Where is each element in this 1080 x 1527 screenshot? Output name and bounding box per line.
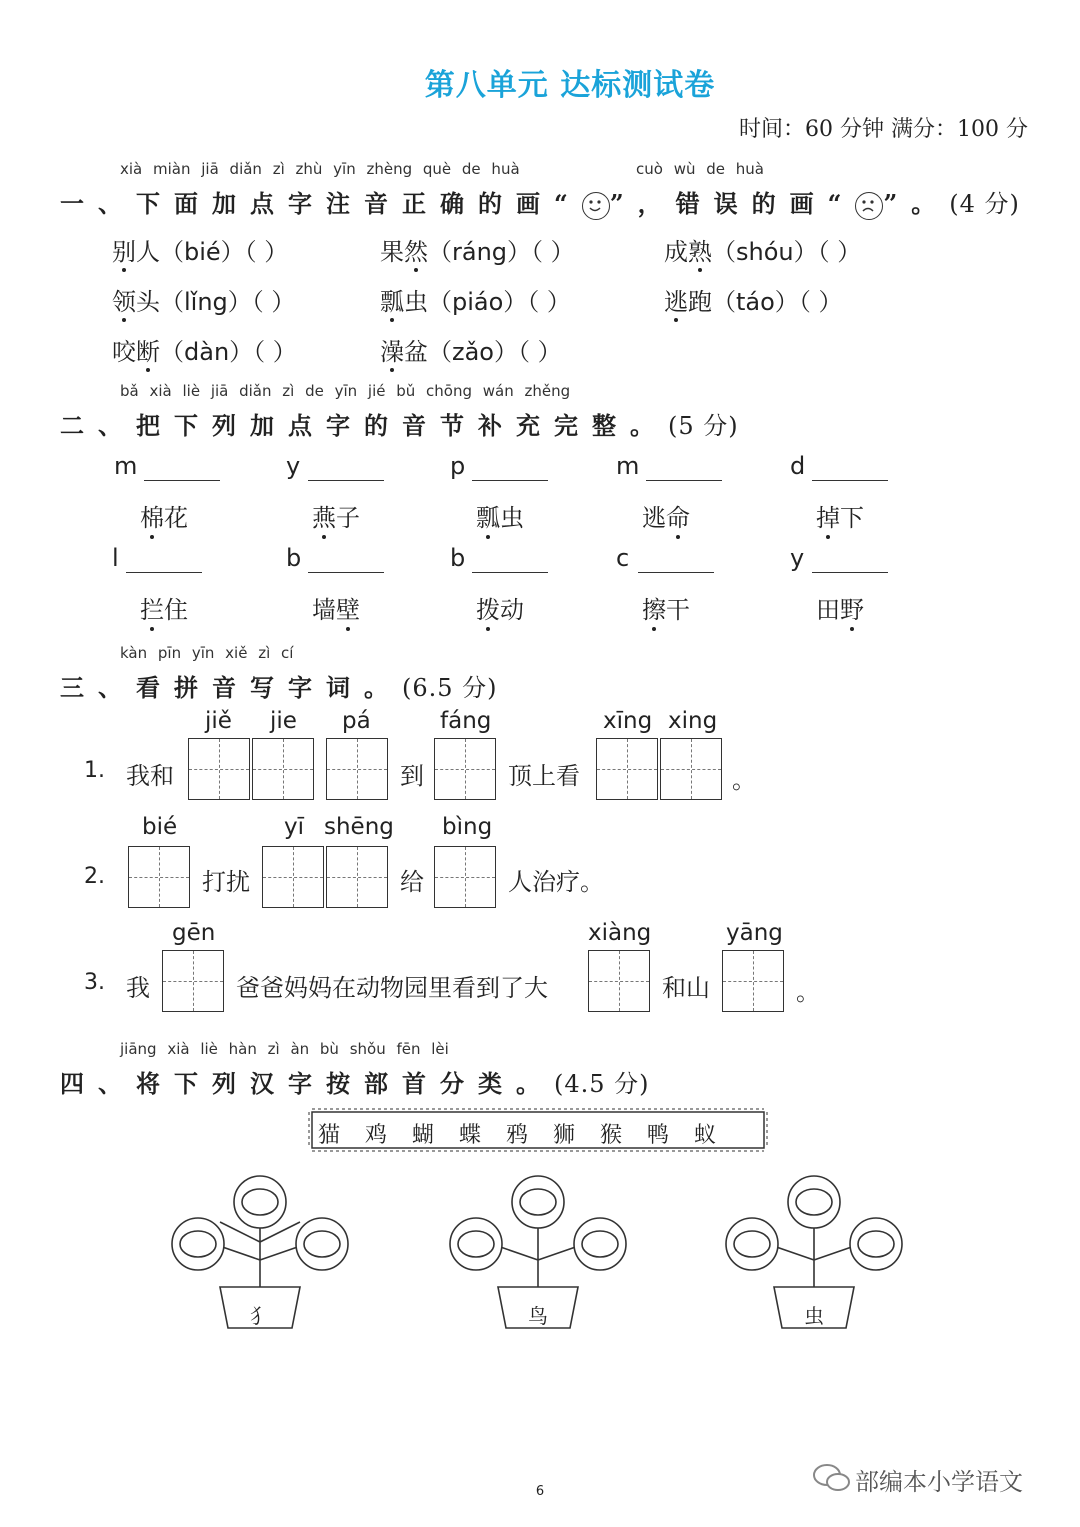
writing-box[interactable] bbox=[434, 738, 496, 800]
exam-meta: 时间：60 分钟 满分：100 分 bbox=[739, 117, 1028, 142]
pot-label: 犭 bbox=[250, 1304, 270, 1328]
answer-paren[interactable]: （ ） bbox=[251, 288, 296, 316]
character-list: 猫 鸡 蝴 蝶 鸦 狮 猴 鸭 蚁 bbox=[318, 1123, 716, 1148]
answer-paren[interactable]: （ ） bbox=[527, 288, 571, 316]
answer-line[interactable] bbox=[812, 480, 888, 481]
syllable-initial: d bbox=[790, 452, 806, 480]
answer-line[interactable] bbox=[812, 572, 888, 573]
s2-word: 田野 bbox=[816, 596, 864, 624]
answer-line[interactable] bbox=[638, 572, 714, 573]
syllable-initial: b bbox=[286, 544, 302, 572]
answer-paren[interactable]: （ ） bbox=[518, 338, 562, 366]
writing-box[interactable] bbox=[326, 738, 388, 800]
syllable-initial: p bbox=[450, 452, 466, 480]
answer-line[interactable] bbox=[308, 572, 384, 573]
s3-pinyin: kàn pīn yīn xiě zì cí bbox=[120, 644, 294, 662]
q-text: 我和 bbox=[126, 762, 174, 790]
writing-box[interactable] bbox=[262, 846, 324, 908]
s1-pinyin-a: xià miàn jiā diǎn zì zhù yīn zhèng què de huà bbox=[120, 160, 520, 178]
watermark: 部编本小学语文 bbox=[855, 1468, 1023, 1496]
answer-line[interactable] bbox=[308, 480, 384, 481]
s2-word: 擦干 bbox=[642, 596, 690, 624]
answer-line[interactable] bbox=[144, 480, 220, 481]
s1-item: 逃跑（táo）（ ） bbox=[664, 288, 843, 316]
box-pinyin: yī bbox=[284, 814, 305, 840]
q-text: 和山 bbox=[662, 974, 710, 1002]
writing-box[interactable] bbox=[660, 738, 722, 800]
s2-word: 拦住 bbox=[140, 596, 188, 624]
q-text: 人治疗。 bbox=[508, 868, 604, 896]
q-text: 打扰 bbox=[202, 868, 250, 896]
box-pinyin: jiě bbox=[205, 708, 232, 734]
s2-pinyin: bǎ xià liè jiā diǎn zì de yīn jié bǔ chōng wán zhěng bbox=[120, 382, 571, 400]
s1-item: 澡盆（zǎo）（ ） bbox=[380, 338, 562, 366]
syllable-initial: m bbox=[616, 452, 640, 480]
writing-box[interactable] bbox=[252, 738, 314, 800]
s2-word: 棉花 bbox=[140, 504, 188, 532]
box-pinyin: bìng bbox=[442, 814, 493, 840]
box-pinyin: pá bbox=[342, 708, 371, 734]
q-number: 2. bbox=[84, 864, 105, 889]
s1-item: 领头（lǐng）（ ） bbox=[112, 288, 296, 316]
q-number: 3. bbox=[84, 970, 105, 995]
q-text: 爸爸妈妈在动物园里看到了大 bbox=[236, 974, 548, 1002]
box-pinyin: xiàng bbox=[588, 920, 652, 946]
q-text: 到 bbox=[400, 762, 424, 790]
s4-pinyin: jiāng xià liè hàn zì àn bù shǒu fēn lèi bbox=[120, 1040, 449, 1058]
s3-heading: 三、看拼音写字词。(6.5 分) bbox=[60, 673, 498, 702]
writing-box[interactable] bbox=[162, 950, 224, 1012]
s1-item: 咬断（dàn）（ ） bbox=[112, 338, 297, 366]
syllable-initial: c bbox=[616, 544, 630, 572]
answer-paren[interactable]: （ ） bbox=[244, 238, 289, 266]
q-text: 。 bbox=[796, 978, 820, 1006]
writing-box[interactable] bbox=[588, 950, 650, 1012]
q-text: 给 bbox=[400, 868, 424, 896]
pot-label: 鸟 bbox=[528, 1304, 548, 1328]
s1-pinyin-b: cuò wù de huà bbox=[636, 160, 764, 178]
answer-paren[interactable]: （ ） bbox=[253, 338, 297, 366]
answer-line[interactable] bbox=[126, 572, 202, 573]
s4-heading: 四、将下列汉字按部首分类。(4.5 分) bbox=[60, 1069, 650, 1098]
sad-face-icon bbox=[855, 192, 883, 220]
box-pinyin: xing bbox=[668, 708, 718, 734]
syllable-initial: l bbox=[112, 544, 119, 572]
page-number: 6 bbox=[535, 1484, 545, 1499]
s2-word: 逃命 bbox=[642, 504, 690, 532]
q-number: 1. bbox=[84, 758, 105, 783]
writing-box[interactable] bbox=[722, 950, 784, 1012]
s1-item: 瓢虫（piáo）（ ） bbox=[380, 288, 571, 316]
syllable-initial: y bbox=[286, 452, 301, 480]
box-pinyin: fáng bbox=[440, 708, 492, 734]
pot-label: 虫 bbox=[804, 1304, 824, 1328]
answer-line[interactable] bbox=[472, 572, 548, 573]
q-text: 我 bbox=[126, 974, 150, 1002]
s1-heading: 一、下面加点字注音正确的画“ ”，错误的画“ ”。(4 分) bbox=[60, 189, 1020, 218]
page-title: 第八单元 达标测试卷 bbox=[424, 68, 716, 103]
s2-word: 燕子 bbox=[312, 504, 360, 532]
q-text: 顶上看 bbox=[508, 762, 580, 790]
writing-box[interactable] bbox=[596, 738, 658, 800]
answer-paren[interactable]: （ ） bbox=[817, 238, 862, 266]
writing-box[interactable] bbox=[326, 846, 388, 908]
writing-box[interactable] bbox=[434, 846, 496, 908]
s2-word: 掉下 bbox=[816, 504, 864, 532]
syllable-initial: m bbox=[114, 452, 138, 480]
answer-paren[interactable]: （ ） bbox=[531, 238, 575, 266]
answer-line[interactable] bbox=[646, 480, 722, 481]
s2-word: 瓢虫 bbox=[476, 504, 524, 532]
answer-paren[interactable]: （ ） bbox=[798, 288, 843, 316]
syllable-initial: b bbox=[450, 544, 466, 572]
s2-word: 拨动 bbox=[476, 596, 524, 624]
s2-word: 墙壁 bbox=[312, 596, 360, 624]
s1-item: 果然（ráng）（ ） bbox=[380, 238, 575, 266]
box-pinyin: xīng bbox=[603, 708, 653, 734]
box-pinyin: shēng bbox=[324, 814, 394, 840]
writing-box[interactable] bbox=[188, 738, 250, 800]
syllable-initial: y bbox=[790, 544, 805, 572]
box-pinyin: bié bbox=[142, 814, 178, 840]
s1-item: 别人（bié）（ ） bbox=[112, 238, 289, 266]
box-pinyin: gēn bbox=[172, 920, 216, 946]
box-pinyin: jie bbox=[270, 708, 297, 734]
writing-box[interactable] bbox=[128, 846, 190, 908]
s1-item: 成熟（shóu）（ ） bbox=[664, 238, 862, 266]
s2-heading: 二、把下列加点字的音节补充完整。(5 分) bbox=[60, 411, 739, 440]
q-text: 。 bbox=[732, 766, 756, 794]
answer-line[interactable] bbox=[472, 480, 548, 481]
box-pinyin: yāng bbox=[726, 920, 783, 946]
wechat-icon bbox=[812, 1462, 852, 1494]
smile-face-icon bbox=[582, 192, 610, 220]
